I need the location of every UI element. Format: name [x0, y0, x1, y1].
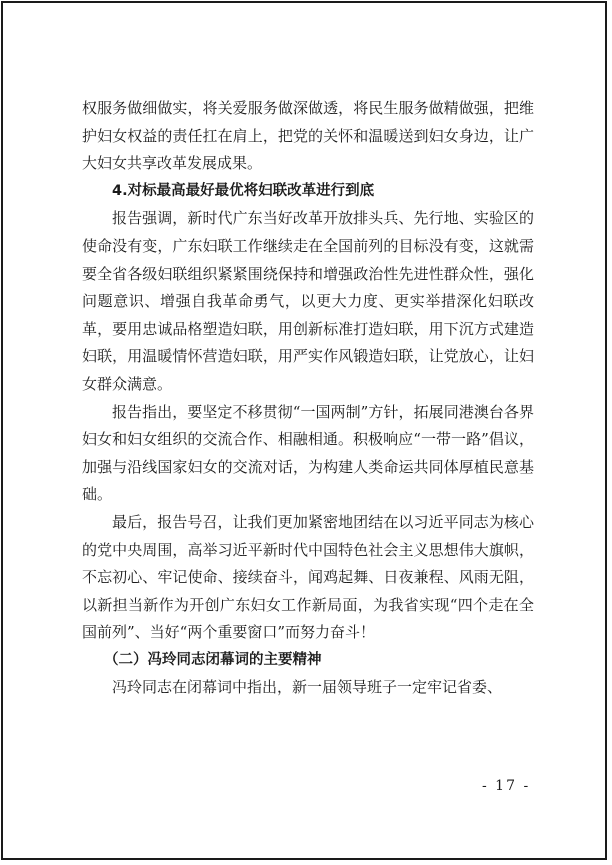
paragraph-report-call: 最后，报告号召，让我们更加紧密地团结在以习近平同志为核心的党中央周围，高举习近平新时代中国特色社会主义思想伟大旗帜，不忘初心、牢记使命、接续奋斗，闻鸡起舞、日夜兼程、风雨无阻，以新担当新作为开创广东妇女工作新局面，为我省实现“四个走在全国前列”、当好“两个重要窗口”而努力奋斗！ — [82, 512, 534, 642]
paragraph-continuation: 权服务做细做实，将关爱服务做深做透，将民生服务做精做强，把维护妇女权益的责任扛在肩上，把党的关怀和温暖送到妇女身边，让广大妇女共享改革发展成果。 — [82, 99, 534, 173]
paragraph-report-emphasis: 报告强调，新时代广东当好改革开放排头兵、先行地、实验区的使命没有变，广东妇联工作继续走在全国前列的目标没有变，这就需要全省各级妇联组织紧紧围绕保持和增强政治性先进性群众性，强化问题意识、增强自我革命勇气，以更大力度、更实举措深化妇联改革，要用忠诚品格塑造妇联，用创新标准打造妇联，用下沉方式建造妇联，用温暖情怀营造妇联，用严实作风锻造妇联，让党放心，让妇女群众满意。 — [82, 209, 534, 393]
paragraph-report-one-country: 报告指出，要坚定不移贯彻“一国两制”方针，拓展同港澳台各界妇女和妇女组织的交流合作、相融相通。积极响应“一带一路”倡议，加强与沿线国家妇女的交流对话，为构建人类命运共同体厚植民意基础。 — [82, 402, 534, 504]
page-number: - 17 - — [482, 778, 531, 794]
document-body — [82, 95, 534, 702]
section-heading-reform: 4.对标最高最好最优将妇联改革进行到底 — [112, 182, 375, 199]
paragraph-closing-speech: 冯玲同志在闭幕词中指出，新一届领导班子一定牢记省委、 — [112, 678, 503, 697]
section-heading-closing-speech: （二）冯玲同志闭幕词的主要精神 — [104, 651, 322, 668]
